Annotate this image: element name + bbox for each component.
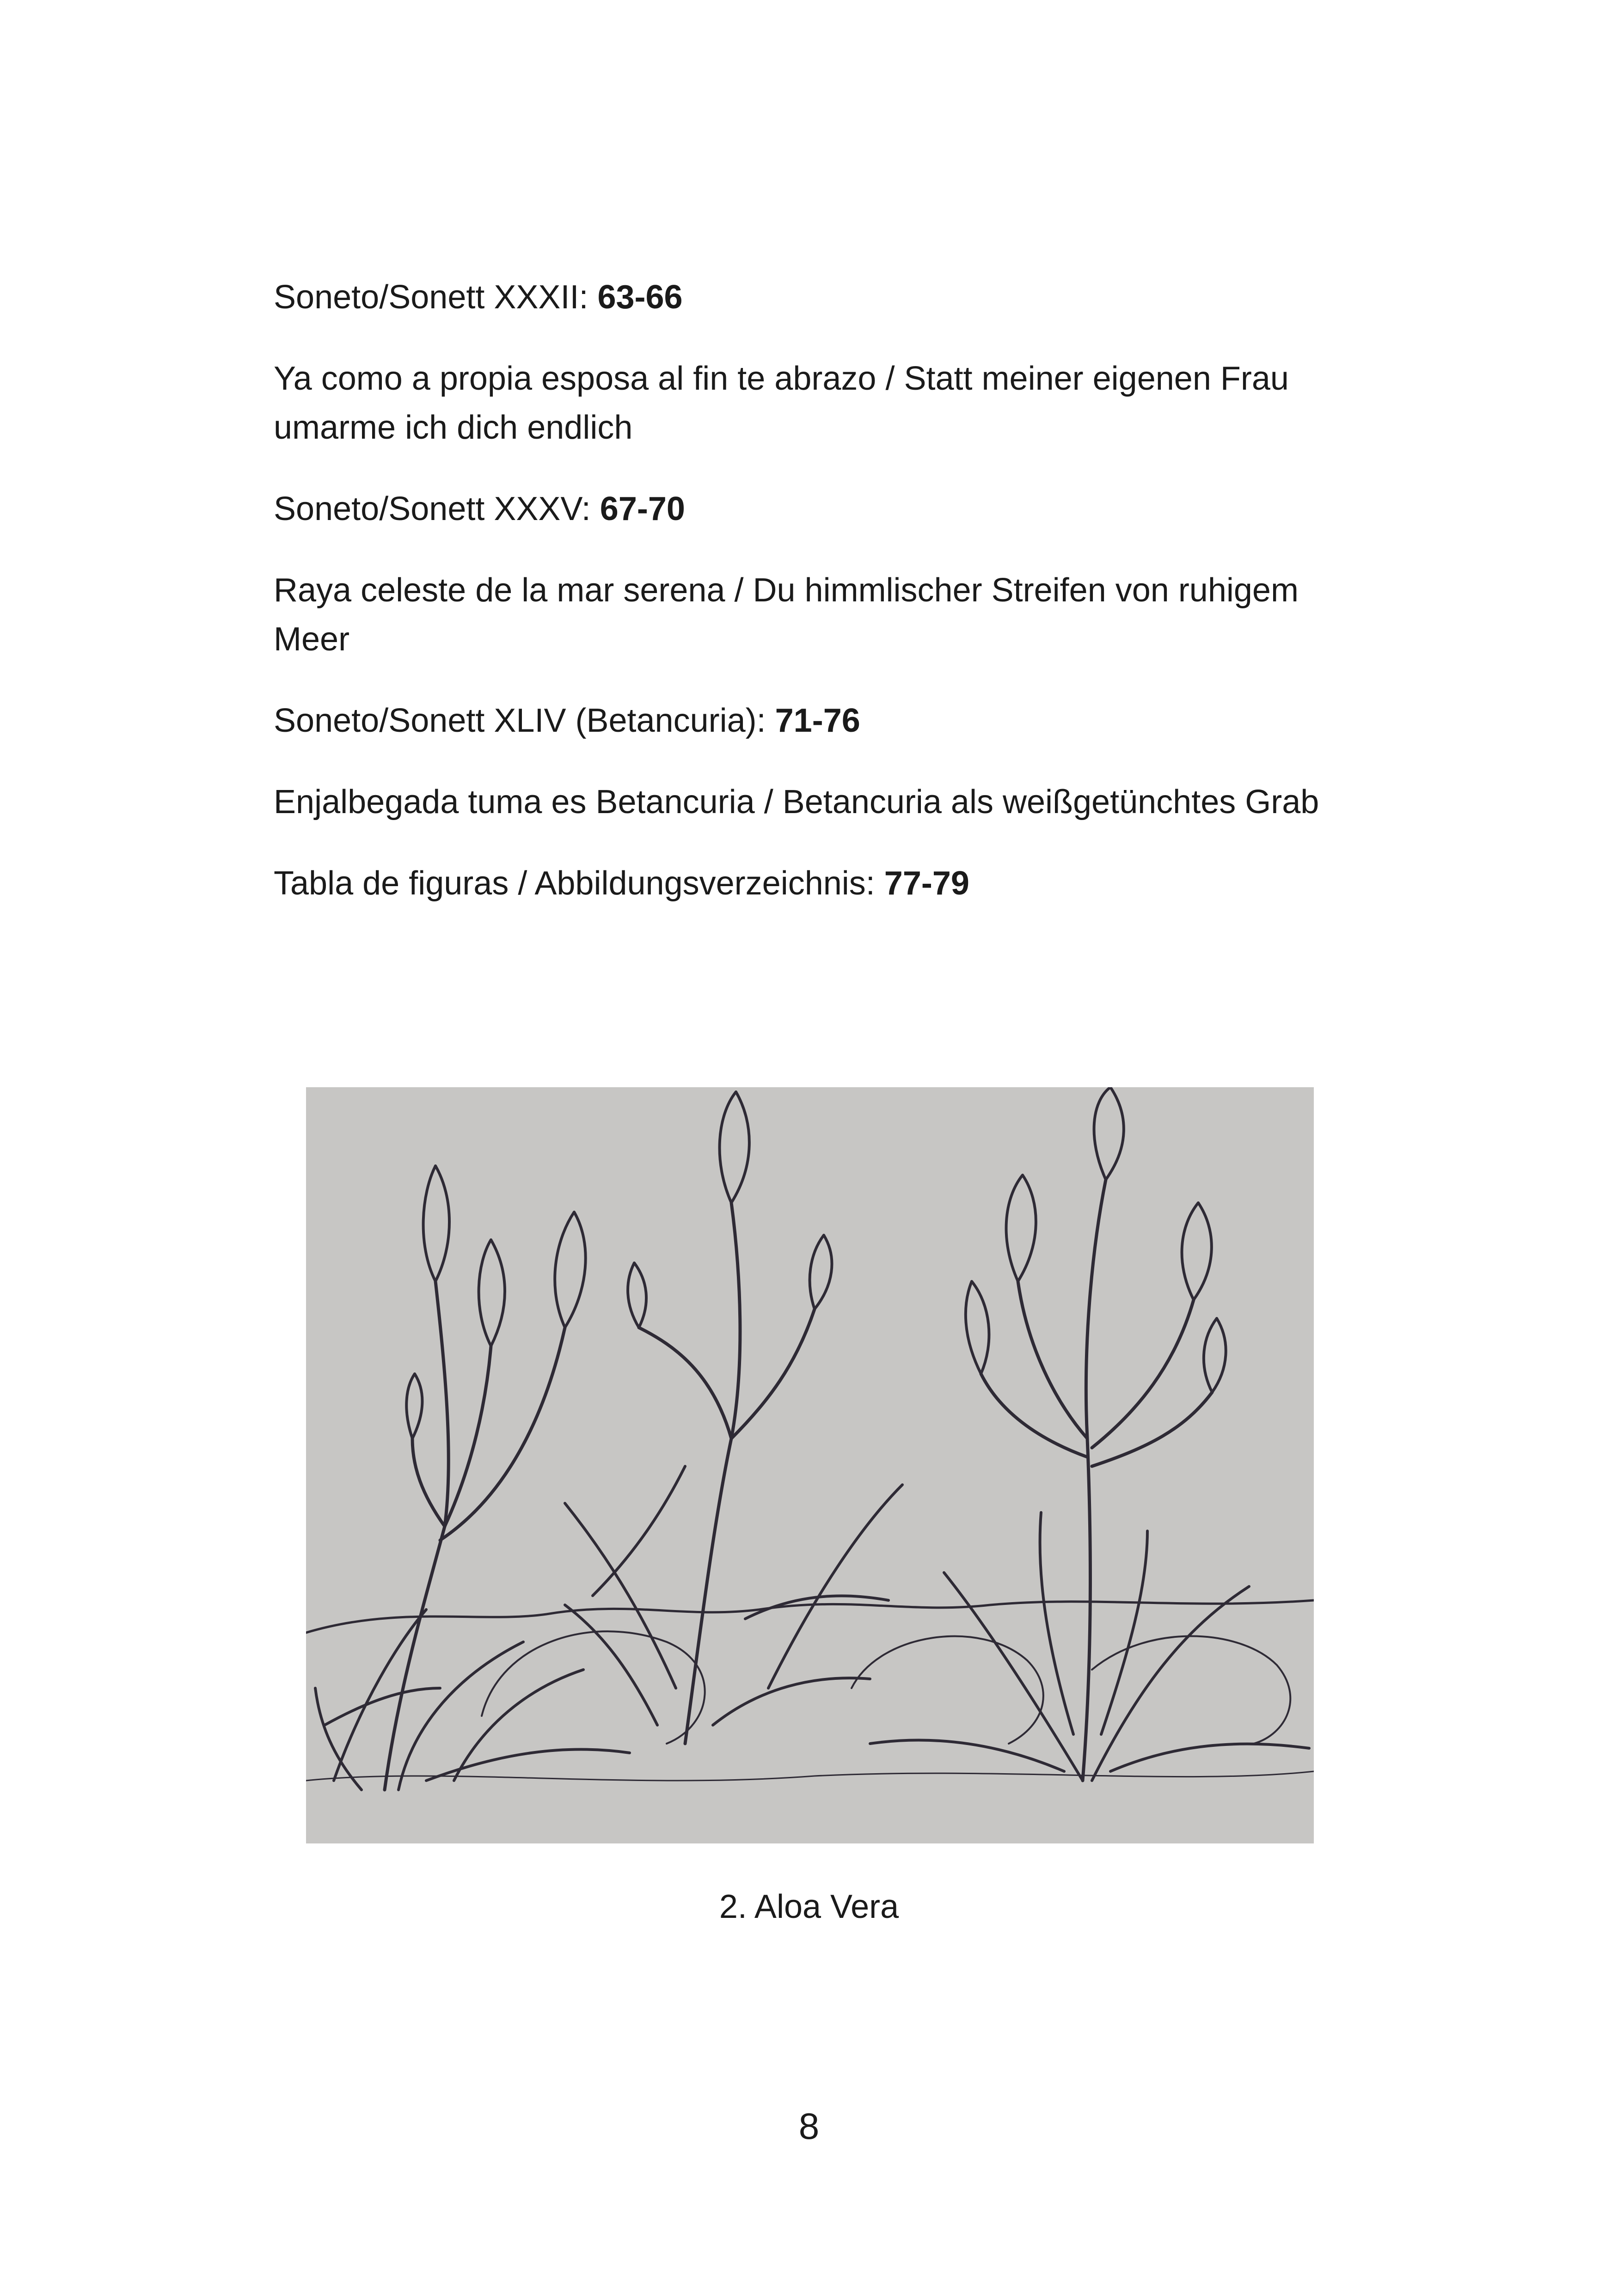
aloe-sketch [306,1087,1314,1843]
toc-entry-pages: 77-79 [884,865,969,902]
toc-entry-label: Enjalbegada tuma es Betancuria / Betancuria als weißgetünchtes Grab [274,784,1319,820]
toc-entry-pages: 71-76 [775,702,860,739]
toc-entry [274,354,1365,452]
toc-entry-label: Raya celeste de la mar serena / Du himmlischer Streifen von ruhigem Meer [274,572,1299,658]
page-number: 8 [798,2106,820,2147]
aloe-vera-drawing [306,1087,1314,1843]
toc-entry-label: Tabla de figuras / Abbildungsverzeichnis: [274,865,884,902]
toc-entry-label: Soneto/Sonett XLIV (Betancuria): [274,702,775,739]
figure-caption: 2. Aloa Vera [719,1888,899,1925]
toc-entry-label: Soneto/Sonett XXXII: [274,279,598,316]
toc-entry-label: Soneto/Sonett XXXV: [274,490,600,527]
toc-entry [274,273,1365,322]
table-of-contents [274,273,1365,940]
toc-entry [274,566,1365,664]
toc-entry-pages: 63-66 [597,279,683,316]
toc-entry [274,778,1365,827]
toc-entry [274,859,1365,908]
toc-entry-label: Ya como a propia esposa al fin te abrazo / Statt meiner eigenen Frau umarme ich dich endlich [274,360,1289,446]
toc-entry [274,484,1365,533]
toc-entry-pages: 67-70 [600,490,685,527]
toc-entry [274,696,1365,745]
